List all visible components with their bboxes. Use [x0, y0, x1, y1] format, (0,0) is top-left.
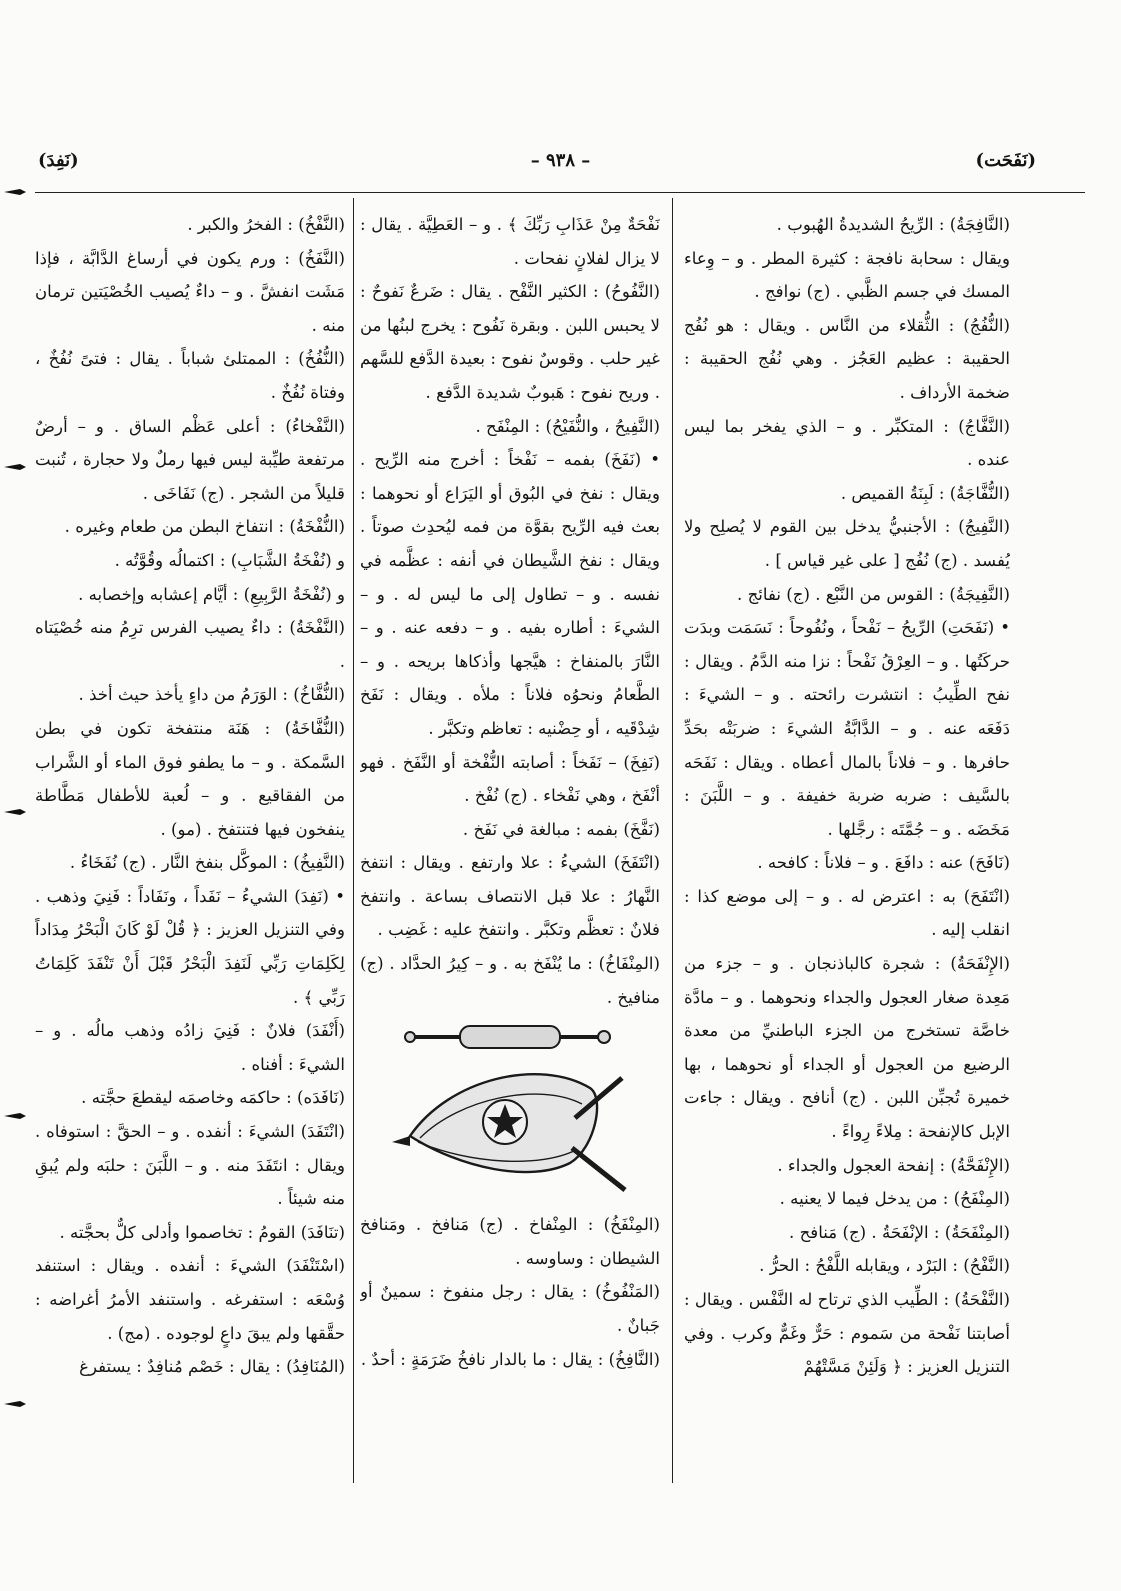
column-left: [35, 208, 345, 1488]
bellows-illustration: [390, 1018, 630, 1198]
entry: (النَّافِجَةُ) : الرِّيحُ الشديدةُ الهُبوب .: [776, 215, 1010, 234]
entry: (المِنْفَخُ) : المِنْفاخ . (ج) مَنافخ . ومَنافخ الشيطان : وساوسه .: [360, 1215, 660, 1268]
entry: (النَّفِيحُ ، والنُّفَيْحُ) : المِنْفَح .: [475, 416, 660, 436]
entry: (تنَافَدَ) القومُ : تخاصموا وأدلى كلٌّ بحجَّته .: [59, 1222, 345, 1242]
entry: • (نَفِدَ) الشيءُ – نَفَداً ، ونَفَاداً : فَنِيَ وذهب . وفي التنزيل العزيز : ﴿ قُلْ لَوْ كَانَ الْبَحْرُ مِدَاداً لِكَلِمَاتِ رَبِّي لَنَفِدَ الْبَحْرُ قَبْلَ أَنْ تَنْفَدَ كَلِمَاتُ رَبِّي ﴾ .: [35, 886, 345, 1007]
entry: (المِنْفَحُ) : من يدخل فيما لا يعنيه .: [779, 1189, 1010, 1209]
entry: ويقال : سحابة نافجة : كثيرة المطر . و – وِعاء المسك في جسم الظَّبي . (ج) نوافج .: [684, 248, 1010, 302]
entry: (أَنْفَدَ) فلانٌ : فَنِيَ زادُه وذهب مالُه . و – الشيءَ : أفناه .: [35, 1021, 345, 1074]
entry: (اسْتَنْفَدَ) الشيءَ : أنفده . ويقال : استنفد وُسْعَه : استفرغه . واستنفد الأمرُ أغراضه : حقَّقها ولم يبقَ داعٍ لوجوده . (مج) .: [35, 1256, 345, 1343]
entry: (الإِنْفَحَةُ) : شجرة كالباذنجان . و – جزء من مَعِدة صغار العجول والجداء ونحوهما . و – مادَّة خاصَّة تستخرج من الجزء الباطنيِّ من معدة الرضيع من العجول أو الجداء أو نحوهما ، بها خميرة تُجبِّن اللبن . (ج) أنافح . ويقال : جاءت الإبل كالإنفحة : مِلاءً رِواءً .: [684, 954, 1010, 1142]
column-separator: [353, 198, 354, 1483]
entry: (النُّفَّاخَةُ) : هَنَة منتفخة تكون في بطن السَّمكة . و – ما يطفو فوق الماء أو الشَّراب من الفقاقيع . و – لُعبة للأطفال مَطَّاطة ينفخون فيها فتنتفخ . (مو) .: [35, 718, 345, 839]
entry: (النَّفْخاءُ) : أعلى عَظْم الساق . و – أرضٌ مرتفعة طيِّبة ليس فيها رملٌ ولا حجارة ، تُنبت قليلاً من الشجر . (ج) نَفَاخَى .: [35, 416, 345, 503]
entry: (نَفَّخَ) بفمه : مبالغة في نَفَخ .: [462, 819, 660, 839]
entry: (المِنْفَاخُ) : ما يُنْفَخ به . و – كِيرُ الحدَّاد . (ج) منافيخ .: [360, 954, 660, 1007]
entry: • (نَفَحَتِ) الرِّيحُ – نَفْحاً ، ونُفُوحاً : نَسَمَت وبدَت حركَتُها . و – العِرْقُ نَفْحاً : نزا منه الدَّمُ . ويقال : نفح الطِّيبُ : انتشرت رائحته . و – الشيءَ : دَفَعَه عنه . و – الدَّابَّةُ الشيءَ : ضربَتْه بحَدِّ حافرها . و – فلاناً بالمال أعطاه . ويقال : نَفَحَه بالسَّيف : ضربه ضربة خفيفة . و – اللَّبَنَ : مَخَضَه . و – جُمَّتَه : رجَّلها .: [684, 618, 1010, 839]
entry: (النُّفُخُ) : الممتلئ شباباً . يقال : فتىً نُفُخٌ ، وفتاة نُفُخٌ .: [35, 349, 345, 402]
entry: (انْتَفَخَ) الشيءُ : علا وارتفع . ويقال : انتفخ النَّهارُ : علا قبل الانتصاف بساعة . وانتفخ فلانٌ : تعظَّم وتكبَّر . وانتفخ عليه : غَضِب .: [360, 853, 660, 940]
entry: (نَافَدَه) : حاكمَه وخاصمَه ليقطعَ حجَّته .: [81, 1088, 345, 1108]
entry: (النَّفْخَةُ) : داءٌ يصيب الفرس ترِمُ منه خُصْيَتاه .: [35, 618, 345, 671]
entry: (النَّفْحُ) : البَرْد ، ويقابله اللَّفْحُ : الحرُّ .: [759, 1256, 1010, 1276]
entry: (انْتَفَدَ) الشيءَ : أنفده . و – الحقَّ : استوفاه . ويقال : انتَفَدَ منه . و – اللَّبَنَ : حلبَه ولم يُبقِ منه شيئاً .: [35, 1122, 345, 1209]
entry: (النَّفِيجُ) : الأجنبيُّ يدخل بين القوم لا يُصلِح ولا يُفسد . (ج) نُفُج [ على غير قياس ] .: [684, 517, 1010, 570]
running-header-left: (نَفِدَ): [38, 150, 79, 171]
entry: (النَّفْخُ) : الفخرُ والكبر .: [187, 215, 345, 234]
column-middle: [360, 208, 660, 1488]
entry: (نَفِخَ) – نَفَخاً : أصابته النُّفْخة أو النَّفَخ . فهو أنْفَخ ، وهي نَفْخاء . (ج) نُفْخ .: [360, 752, 660, 806]
margin-mark: [4, 188, 26, 196]
entry: (النَّفُوحُ) : الكثير النَّفْح . يقال : ضَرعٌ نَفوحٌ : لا يحبس اللبن . وبقرة نَفُوح : يخرج لبنُها من غير حلب . وقوسٌ نفوح : بعيدة الدَّفع للسَّهم . وريح نفوح : هَبوبٌ شديدة الدَّفع .: [360, 282, 660, 402]
entry: (النَّفْحَةُ) : الطِّيب الذي ترتاح له النَّفْس . ويقال : أصابتنا نَفْحة من سَموم : حَرٌّ وغَمٌّ وكرب . وفي التنزيل العزيز : ﴿ وَلَئِنْ مَسَّتْهُمْ: [684, 1290, 1010, 1377]
header-rule: [35, 192, 1085, 193]
entry: و (نُفْخَةُ الرَّبِيعِ) : أيَّام إعشابه وإخصابه .: [78, 584, 345, 604]
column-right: [684, 208, 1010, 1488]
running-header-right: (نَفَحَت): [975, 150, 1036, 171]
page-number: – ٩٣٨ –: [530, 150, 591, 171]
entry: و (نُفْخَةُ الشَّبَابِ) : اكتمالُه وقُوَّتُه .: [114, 550, 345, 570]
entry: (نَافَحَ) عنه : دافَعَ . و – فلاناً : كافحه .: [757, 853, 1010, 873]
entry: (الإِنْفَحَّةُ) : إنفحة العجول والجداء .: [777, 1155, 1010, 1175]
entry: • (نَفَخَ) بفمه – نَفْخاً : أخرج منه الرِّيح . ويقال : نفخ في البُوق أو اليَرَاع أو نحوهما : بعث فيه الرِّيح بقوَّة من فمه ليُحدِث صوتاً . ويقال : نفخ الشَّيطان في أنفه : عظَّمه في نفسه . و – تطاول إلى ما ليس له . و – الشيءَ : أطاره بفيه . و – دفعه عنه . و – النَّارَ بالمنفاخ : هيَّجها وأذكاها بريحه . و – الطَّعامُ ونحوُه فلاناً : ملأه . ويقال : نَفَخ شِدْقَيه ، أو حِضْنيه : تعاظم وتكبَّر .: [360, 450, 660, 738]
bellows-handle: [572, 1148, 625, 1190]
entry: (النَّافِخُ) : يقال : ما بالدار نافخُ ضَرَمَةٍ : أحدٌ .: [360, 1349, 660, 1369]
entry: نَفْحَةٌ مِنْ عَذَابِ رَبِّكَ ﴾ . و – العَطِيَّة . يقال : لا يزال لفلانٍ نفحات .: [360, 215, 660, 268]
entry: (النُّفْخَةُ) : انتفاخ البطن من طعام وغيره .: [64, 517, 345, 537]
entry: (النَّفِيجَةُ) : القوس من النَّبْع . (ج) نفائج .: [737, 584, 1010, 604]
entry: (المِنْفَحَةُ) : الإنْفَحَةُ . (ج) مَنافح .: [789, 1222, 1010, 1242]
margin-mark: [4, 1400, 26, 1408]
entry: (انْتَفَحَ) به : اعترض له . و – إلى موضع كذا : انقلب إليه .: [684, 886, 1010, 940]
margin-mark: [4, 1112, 26, 1120]
entry: (النُّفَّاجَةُ) : لَبِنَةُ القميص .: [840, 483, 1010, 503]
entry: (النَّفِيخُ) : الموكَّل بنفخ النَّار . (ج) نُفَخَاءُ .: [69, 853, 345, 873]
entry: (النُّفَّاخُ) : الوَرَمُ من داءٍ يأخذ حيث أخذ .: [78, 685, 345, 705]
entry: (النَّفَخُ) : ورم يكون في أرساغ الدَّابَّة ، فإذا مَشَت انفشَّ . و – داءٌ يُصيب الخُصْيَتين ترمان منه .: [35, 248, 345, 335]
bellows-nozzle: [460, 1026, 560, 1048]
margin-mark: [4, 808, 26, 816]
column-separator: [672, 198, 673, 1483]
entry: (المَنْفُوخُ) : يقال : رجل منفوخ : سمينٌ أو جَبانٌ .: [360, 1282, 660, 1336]
entry: (النُّفُجُ) : الثُّقلاء من النَّاس . ويقال : هو نُفُج الحقيبة : عظيم العَجُز . وهي نُفُج الحقيبة : ضخمة الأرداف .: [684, 315, 1010, 402]
entry: (النَّفَّاجُ) : المتكبِّر . و – الذي يفخر بما ليس عنده .: [684, 416, 1010, 470]
margin-mark: [4, 463, 26, 471]
entry: (المُنَافِدُ) : يقال : خَصْم مُنافِدٌ : يستفرغ: [79, 1357, 345, 1377]
